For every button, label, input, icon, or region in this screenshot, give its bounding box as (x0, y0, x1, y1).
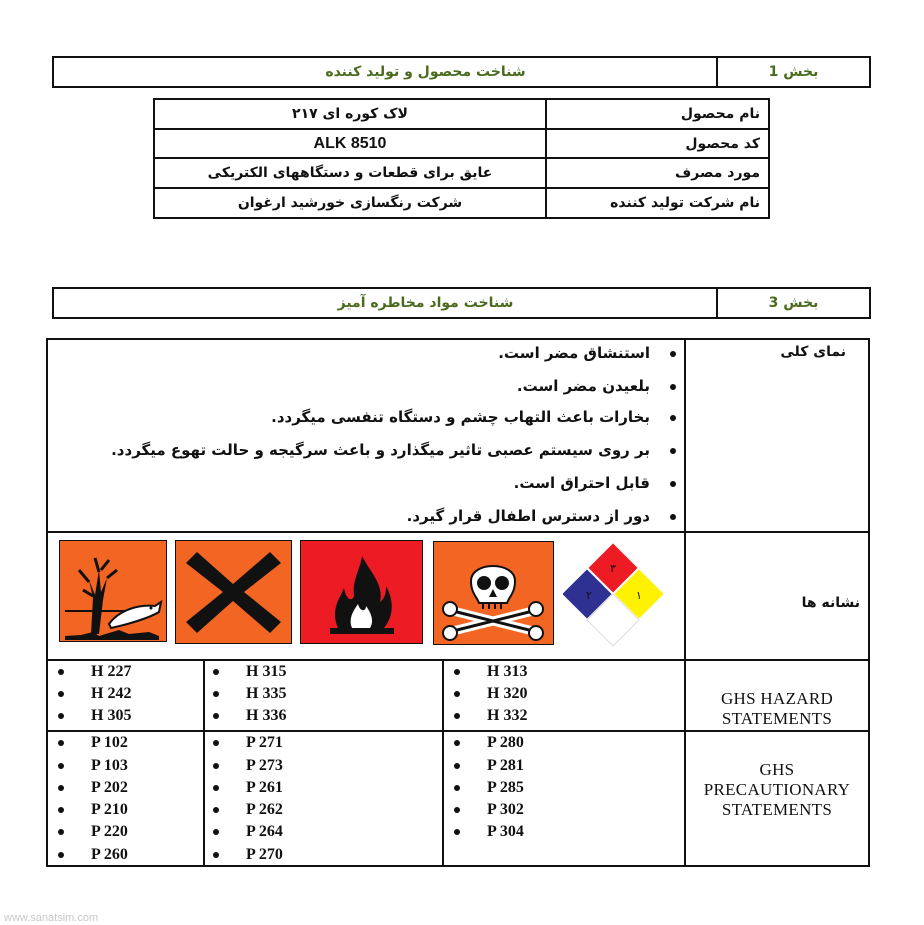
section3-header (52, 287, 871, 319)
list-item: H 242 (58, 685, 131, 703)
bullet-icon (670, 481, 676, 487)
product-name-value: لاک کوره ای ۲۱۷ (154, 99, 546, 129)
divider (46, 659, 870, 661)
harmful-x-icon (175, 540, 292, 644)
list-item: H 305 (58, 707, 131, 725)
list-item: P 102 (58, 734, 128, 752)
list-item: H 313 (454, 663, 527, 681)
table-row (154, 99, 769, 129)
list-item: P 281 (454, 757, 524, 775)
list-item: P 260 (58, 846, 128, 864)
bullet-icon (213, 785, 219, 791)
list-item: H 336 (213, 707, 286, 725)
list-item: بلعیدن مضر است. (517, 377, 676, 395)
list-item: P 304 (454, 823, 524, 841)
bullet-icon (58, 785, 64, 791)
bullet-icon (58, 829, 64, 835)
bullet-icon (454, 829, 460, 835)
divider (442, 659, 444, 867)
list-item: H 227 (58, 663, 131, 681)
divider (203, 659, 205, 867)
list-item: P 280 (454, 734, 524, 752)
bullet-icon (58, 763, 64, 769)
list-item: استنشاق مضر است. (498, 344, 676, 362)
list-item: H 315 (213, 663, 286, 681)
bullet-icon (670, 351, 676, 357)
manufacturer-value: شرکت رنگسازی خورشید ارغوان (154, 188, 546, 218)
list-item: H 335 (213, 685, 286, 703)
list-item: بخارات باعث التهاب چشم و دستگاه تنفسی میگردد. (271, 408, 676, 426)
section1-title: شناخت محصول و تولید کننده (325, 64, 526, 80)
list-item: P 261 (213, 779, 283, 797)
bullet-icon (213, 740, 219, 746)
list-item: P 270 (213, 846, 283, 864)
section3-title: شناخت مواد مخاطره آمیز (337, 295, 514, 311)
usage-value: عایق برای قطعات و دستگاههای الکتریکی (154, 158, 546, 188)
bullet-icon (58, 691, 64, 697)
bullet-icon (454, 669, 460, 675)
bullet-icon (670, 448, 676, 454)
list-item: بر روی سیستم عصبی تاثیر میگذارد و باعث سرگیجه و حالت تهوع میگردد. (111, 441, 676, 459)
bullet-icon (213, 691, 219, 697)
bullet-icon (670, 415, 676, 421)
nfpa-health: ۲ (586, 589, 592, 602)
ghs-precautionary-label: GHS PRECAUTIONARY STATEMENTS (703, 760, 851, 819)
table-row (154, 158, 769, 188)
bullet-icon (58, 807, 64, 813)
divider (46, 730, 870, 732)
list-item: P 264 (213, 823, 283, 841)
section3-label: بخش 3 (768, 295, 819, 311)
nfpa-reactivity: ۱ (636, 589, 642, 602)
divider (46, 531, 870, 533)
product-name-label: نام محصول (546, 99, 769, 129)
toxic-skull-icon (433, 541, 554, 645)
bullet-icon (670, 514, 676, 520)
list-item: P 273 (213, 757, 283, 775)
product-code-value: ALK 8510 (154, 129, 546, 158)
product-info-table (153, 98, 770, 219)
list-item: P 210 (58, 801, 128, 819)
list-item: P 202 (58, 779, 128, 797)
list-item: P 302 (454, 801, 524, 819)
bullet-icon (454, 713, 460, 719)
watermark: www.sanatsim.com (4, 912, 99, 924)
product-code-label: کد محصول (546, 129, 769, 158)
flammable-icon (300, 540, 423, 644)
bullet-icon (213, 829, 219, 835)
section1-header (52, 56, 871, 88)
usage-label: مورد مصرف (546, 158, 769, 188)
bullet-icon (58, 852, 64, 858)
list-item: دور از دسترس اطفال قرار گیرد. (407, 507, 676, 525)
overview-label: نمای کلی (780, 344, 846, 360)
bullet-icon (58, 740, 64, 746)
ghs-hazard-label: GHS HAZARD STATEMENTS (720, 689, 834, 728)
list-item: H 320 (454, 685, 527, 703)
bullet-icon (213, 763, 219, 769)
nfpa-diamond-icon (563, 538, 663, 654)
bullet-icon (213, 807, 219, 813)
list-item: P 103 (58, 757, 128, 775)
list-item: P 220 (58, 823, 128, 841)
list-item: P 285 (454, 779, 524, 797)
list-item: P 262 (213, 801, 283, 819)
section1-label: بخش 1 (768, 64, 819, 80)
bullet-icon (213, 852, 219, 858)
bullet-icon (58, 669, 64, 675)
bullet-icon (454, 785, 460, 791)
bullet-icon (213, 713, 219, 719)
list-item: H 332 (454, 707, 527, 725)
nfpa-flammability: ۳ (610, 562, 616, 575)
bullet-icon (454, 807, 460, 813)
list-item: قابل احتراق است. (514, 474, 676, 492)
table-row (154, 129, 769, 158)
table-row (154, 188, 769, 218)
manufacturer-label: نام شرکت تولید کننده (546, 188, 769, 218)
bullet-icon (58, 713, 64, 719)
list-item: P 271 (213, 734, 283, 752)
bullet-icon (670, 384, 676, 390)
environment-hazard-icon (59, 540, 167, 642)
bullet-icon (454, 763, 460, 769)
symbols-label: نشانه ها (801, 595, 860, 611)
bullet-icon (213, 669, 219, 675)
bullet-icon (454, 740, 460, 746)
bullet-icon (454, 691, 460, 697)
